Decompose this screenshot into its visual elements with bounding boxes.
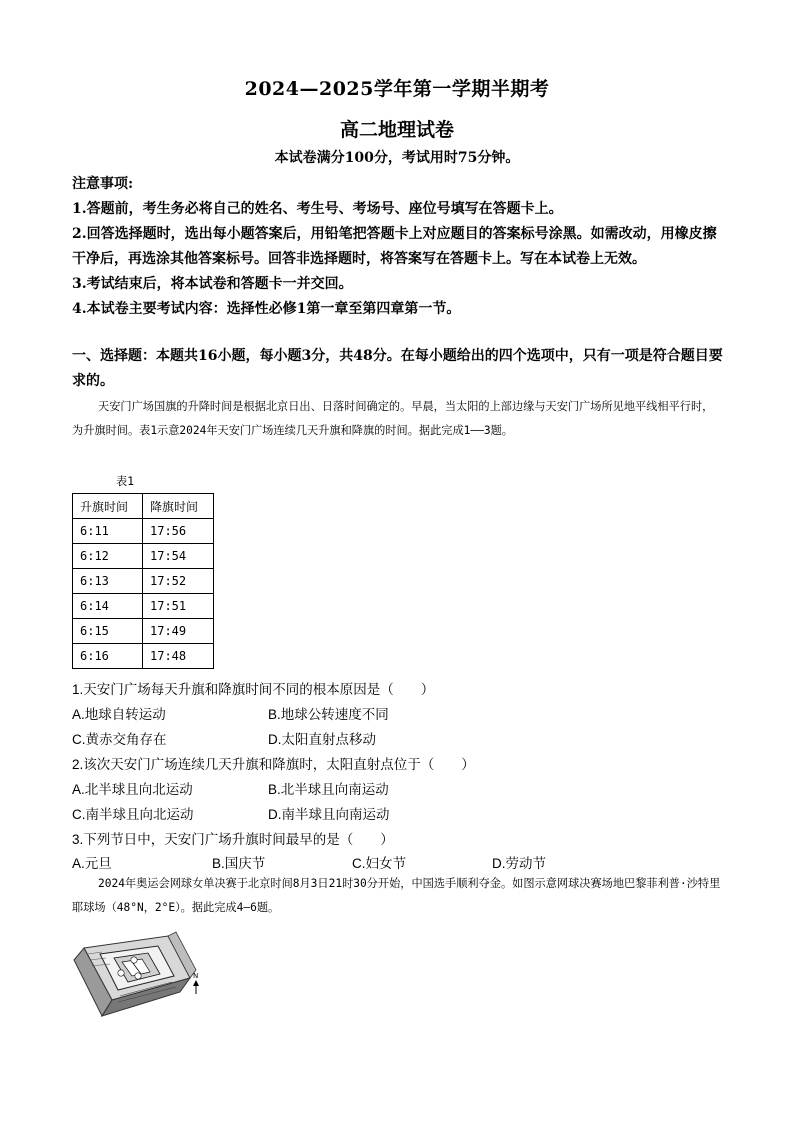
notes-item: 3.考试结束后，将本试卷和答题卡一并交回。	[72, 276, 353, 292]
table-cell: 17:51	[143, 594, 214, 619]
question-3-option-d[interactable]: D.劳动节	[492, 856, 546, 871]
exam-subtitle: 本试卷满分100分，考试用时75分钟。	[274, 150, 520, 166]
question-1-option-c[interactable]: C.黄赤交角存在	[72, 732, 167, 747]
table-row	[73, 644, 214, 669]
exam-subject: 高二地理试卷	[339, 119, 454, 141]
table-cell: 17:49	[143, 619, 214, 644]
notes-item: 4.本试卷主要考试内容：选择性必修1第一章至第四章第一节。	[72, 301, 461, 317]
notes-item: 1.答题前，考生务必将自己的姓名、考生号、考场号、座位号填写在答题卡上。	[72, 201, 563, 217]
question-2-option-a[interactable]: A.北半球且向北运动	[72, 782, 193, 797]
question-3-option-b[interactable]: B.国庆节	[212, 856, 266, 871]
material-text-1: 天安门广场国旗的升降时间是根据北京日出、日落时间确定的。早晨，当太阳的上部边缘与天安门广场所见地平线相平行时，为升旗时间。表1示意2024年天安门广场连续几天升旗和降旗的时间。据此完成1——3题。	[72, 400, 714, 437]
north-label: N	[193, 972, 199, 980]
table-row	[73, 544, 214, 569]
table-header: 降旗时间	[143, 494, 214, 519]
question-2-option-c[interactable]: C.南半球且向北运动	[72, 807, 194, 822]
question-2-option-d[interactable]: D.南半球且向南运动	[268, 807, 390, 822]
question-3-stem: 3.下列节日中，天安门广场升旗时间最早的是（ ）	[72, 832, 394, 847]
notes-heading: 注意事项:	[72, 176, 134, 192]
question-1-option-d[interactable]: D.太阳直射点移动	[268, 732, 376, 747]
table-row	[73, 519, 214, 544]
notes-item: 2.回答选择题时，选出每小题答案后，用铅笔把答题卡上对应题目的答案标号涂黑。如需改动，用橡皮擦干净后，再选涂其他答案标号。回答非选择题时，将答案写在答题卡上。写在本试卷上无效。	[72, 226, 717, 267]
exam-title: 2024—2025学年第一学期半期考	[244, 78, 550, 100]
table-cell: 17:54	[143, 544, 214, 569]
section-heading-block	[72, 344, 724, 394]
table-cell: 17:52	[143, 569, 214, 594]
stadium-illustration	[72, 930, 202, 1026]
table-cell: 17:48	[143, 644, 214, 669]
question-3-option-c[interactable]: C.妇女节	[352, 856, 406, 871]
table-cell: 6:15	[73, 619, 143, 644]
question-2-option-b[interactable]: B.北半球且向南运动	[268, 782, 389, 797]
table-row	[73, 569, 214, 594]
material-text-2: 2024年奥运会网球女单决赛于北京时间8月3日21时30分开始，中国选手顺利夺金。如图示意网球决赛场地巴黎菲利普·沙特里耶球场（48°N，2°E）。据此完成4—6题。	[72, 877, 721, 914]
table-cell: 6:16	[73, 644, 143, 669]
table-cell: 6:13	[73, 569, 143, 594]
table-cell: 17:56	[143, 519, 214, 544]
table-cell: 6:11	[73, 519, 143, 544]
question-1-option-a[interactable]: A.地球自转运动	[72, 707, 166, 722]
table-header: 升旗时间	[73, 494, 143, 519]
table-caption: 表1	[116, 475, 134, 488]
table-row	[73, 594, 214, 619]
question-2-stem: 2.该次天安门广场连续几天升旗和降旗时，太阳直射点位于（ ）	[72, 757, 475, 772]
table-cell: 6:12	[73, 544, 143, 569]
section-heading: 一、选择题：本题共16小题，每小题3分，共48分。在每小题给出的四个选项中，只有一项是符合题目要求的。	[72, 348, 723, 389]
flag-time-table	[72, 493, 214, 669]
question-3-option-a[interactable]: A.元旦	[72, 856, 112, 871]
question-1-option-b[interactable]: B.地球公转速度不同	[268, 707, 389, 722]
notes-block	[72, 172, 724, 322]
table-row	[73, 619, 214, 644]
table-cell: 6:14	[73, 594, 143, 619]
table-header-row	[73, 494, 214, 519]
stadium-figure	[72, 930, 202, 1026]
question-1-stem: 1.天安门广场每天升旗和降旗时间不同的根本原因是（ ）	[72, 682, 435, 697]
